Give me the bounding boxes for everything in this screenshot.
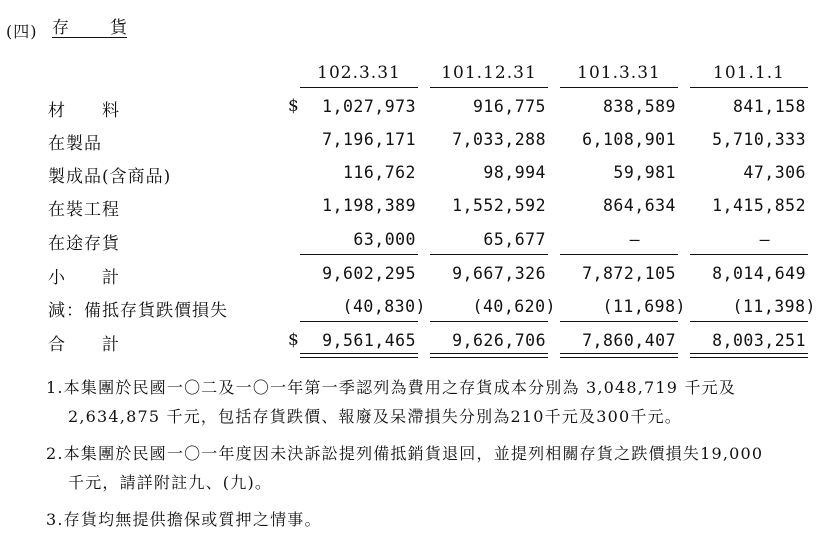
section-title-char: 貨 [110,18,127,38]
row-label-char: 材 [48,101,66,121]
table-cell: 5,710,333 [712,130,806,149]
section-title-char: 存 [52,18,69,38]
note-item [46,441,763,464]
table-cell: — [629,230,640,249]
grand-total-double-rule [690,353,808,358]
row-label-char: 合 [48,335,66,355]
row-label: 減：備抵存貨跌價損失 [48,301,228,321]
note-text-continued: 千元，請詳附註九、(九)。 [68,473,273,492]
table-cell: 9,602,295 [322,264,416,283]
note-item [46,375,736,398]
table-cell: 7,872,105 [582,264,676,283]
subtotal-rule [300,254,418,255]
table-cell: 47,306 [743,163,806,182]
table-cell: 1,415,852 [712,196,806,215]
table-cell: 7,860,407 [582,331,676,350]
header-rule [300,87,418,88]
table-cell: 8,003,251 [712,331,806,350]
total-rule [560,321,678,322]
row-label [48,330,120,355]
table-cell: 7,033,288 [452,130,546,149]
table-cell: — [759,230,770,249]
currency-symbol: $ [288,330,299,350]
grand-total-double-rule [300,353,418,358]
table-cell: (11,398) [732,297,816,316]
table-cell: 9,626,706 [452,331,546,350]
row-label: 在裝工程 [48,200,120,220]
table-cell: 9,667,326 [452,264,546,283]
column-header: 101.1.1 [713,63,785,83]
grand-total-double-rule [430,353,548,358]
currency-symbol: $ [288,96,299,116]
table-cell: (11,698) [602,297,686,316]
table-cell: 8,014,649 [712,264,806,283]
section-number: (四) [6,22,38,41]
row-label [48,96,120,121]
note-number: 3. [46,510,64,529]
table-cell: 841,158 [732,97,806,116]
table-cell: 116,762 [342,163,416,182]
header-rule [560,87,678,88]
note-text: 本集團於民國一〇二及一〇一年第一季認列為費用之存貨成本分別為 3,048,719 千元及 [63,378,737,397]
table-cell: 838,589 [602,97,676,116]
header-rule [430,87,548,88]
total-rule [690,321,808,322]
table-cell: 916,775 [472,97,546,116]
table-cell: 65,677 [483,230,546,249]
row-label: 製成品(含商品) [48,167,172,187]
table-cell: 1,552,592 [452,196,546,215]
column-header: 101.3.31 [577,63,661,83]
table-cell: (40,620) [472,297,556,316]
table-cell: 9,561,465 [322,331,416,350]
table-cell: 1,027,973 [322,97,416,116]
row-label: 在製品 [48,134,102,154]
note-text-continued: 2,634,875 千元，包括存貨跌價、報廢及呆滯損失分別為210千元及300千元。 [68,407,682,426]
row-label [48,263,120,288]
row-label-char: 料 [102,101,120,121]
note-item [46,507,322,530]
section-title [52,19,127,38]
table-cell: 1,198,389 [322,196,416,215]
subtotal-rule [430,254,548,255]
note-text: 存貨均無提供擔保或質押之情事。 [63,510,322,529]
row-label-char: 計 [102,335,120,355]
grand-total-double-rule [560,353,678,358]
column-header: 101.12.31 [441,63,537,83]
row-label: 在途存貨 [48,234,120,254]
total-rule [430,321,548,322]
table-cell: 7,196,171 [322,130,416,149]
note-number: 2. [46,444,64,463]
table-cell: 864,634 [602,196,676,215]
note-number: 1. [46,378,64,397]
row-label-char: 小 [48,268,66,288]
row-label-char: 計 [102,268,120,288]
note-text: 本集團於民國一〇一年度因未決訴訟提列備抵銷貨退回，並提列相關存貨之跌價損失19,000 [63,444,764,463]
subtotal-rule [690,254,808,255]
total-rule [300,321,418,322]
table-cell: 98,994 [483,163,546,182]
table-cell: 59,981 [613,163,676,182]
header-rule [690,87,808,88]
table-cell: 63,000 [353,230,416,249]
subtotal-rule [560,254,678,255]
column-header: 102.3.31 [317,63,401,83]
table-cell: (40,830) [342,297,426,316]
table-cell: 6,108,901 [582,130,676,149]
